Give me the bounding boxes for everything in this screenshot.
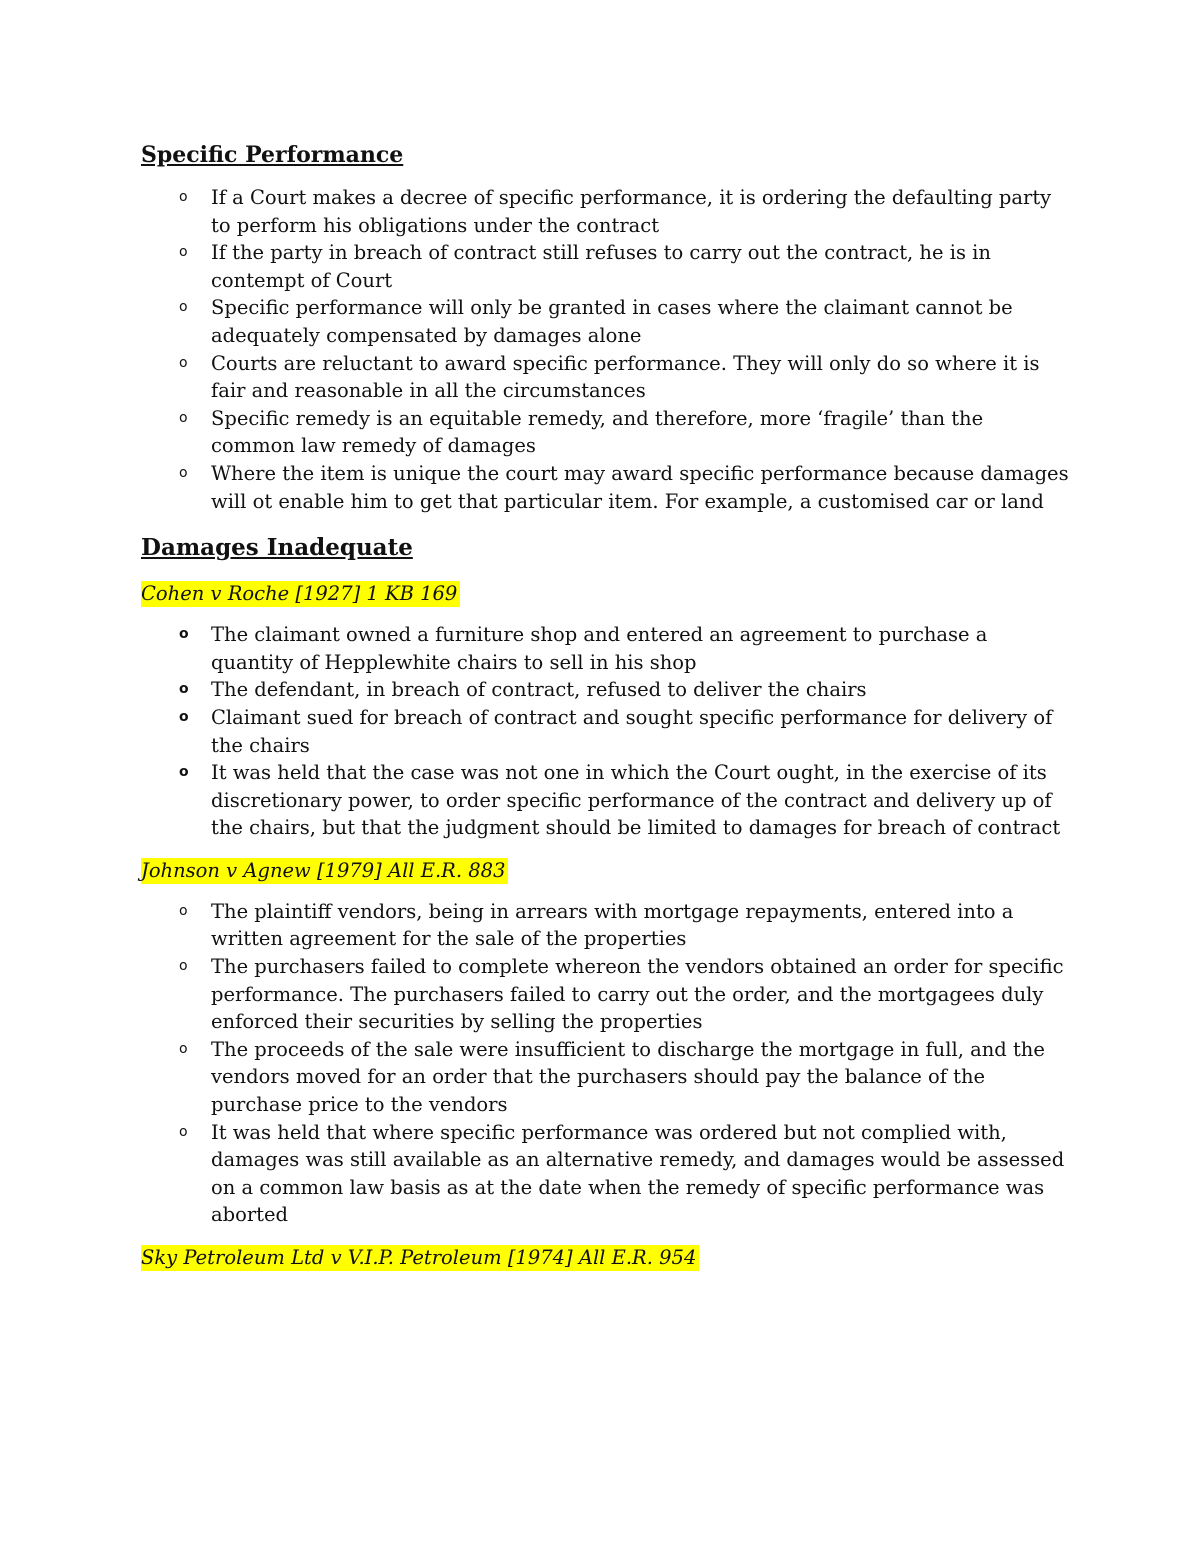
list-item-text: The defendant, in breach of contract, refused to deliver the chairs [211,678,867,702]
heading-specific-performance: Specific Performance [141,142,404,168]
list-item [141,350,1071,405]
list-item-text: If a Court makes a decree of specific performance, it is ordering the defaulting party to perform his obligations under the contract [211,186,1052,237]
bullet-marker: o [179,464,188,481]
bullet-marker: o [179,354,188,371]
list-item-text: Courts are reluctant to award specific performance. They will only do so where it is fair and reasonable in all the circumstances [211,351,1040,403]
list-item [141,239,1071,294]
bullet-marker: o [179,189,188,205]
bullet-marker: o [179,299,188,316]
list-item [141,1036,1071,1119]
list-item [141,1119,1071,1229]
list-item [141,759,1071,842]
list-item [141,460,1071,515]
list-item-text: Where the item is unique the court may award specific performance because damages will ot enable him to get that particular item. For example, a customised car or land [211,461,1069,513]
list-item [141,704,1071,759]
list-item-text: The purchasers failed to complete whereon the vendors obtained an order for specific performance. The purchasers failed to carry out the order, and the mortgagees duly enforced their securities by selling the properties [211,955,1064,1034]
list-item-text: The plaintiff vendors, being in arrears with mortgage repayments, entered into a written agreement for the sale of the properties [211,899,1014,951]
bullet-marker: o [179,708,189,725]
bullet-marker: o [179,626,189,643]
heading-damages-inadequate: Damages Inadequate [141,534,413,562]
list-item-text: The proceeds of the sale were insufficient to discharge the mortgage in full, and the vendors moved for an order that the purchasers should pay the balance of the purchase price to the vendors [211,1037,1045,1117]
bullet-marker: o [179,681,189,698]
johnson-case-list [141,898,1071,1229]
case-title: Cohen v Roche [1927] 1 KB 169 [141,581,460,607]
list-item-text: Specific remedy is an equitable remedy, and therefore, more ‘fragile’ than the common law remedy of damages [211,406,984,458]
case-title: Sky Petroleum Ltd v V.I.P. Petroleum [1974] All E.R. 954 [141,1245,699,1271]
list-item [141,953,1071,1036]
list-item-text: The claimant owned a furniture shop and entered an agreement to purchase a quantity of Hepplewhite chairs to sell in his shop [211,623,988,674]
list-item-text: Specific performance will only be granted in cases where the claimant cannot be adequately compensated by damages alone [211,296,1013,347]
list-item-text: It was held that where specific performance was ordered but not complied with, damages was still available as an alternative remedy, and damages would be assessed on a common law basis as at the date when the remedy of specific performance was aborted [211,1120,1065,1227]
specific-performance-list [141,184,1071,515]
case-title: Johnson v Agnew [1979] All E.R. 883 [141,858,508,884]
list-item-text: If the party in breach of contract still refuses to carry out the contract, he is in contempt of Court [211,241,991,292]
bullet-marker: o [179,244,188,261]
case-block-johnson [141,852,1071,898]
bullet-marker: o [179,1040,188,1057]
list-item [141,676,1071,704]
bullet-marker: o [179,958,188,975]
bullet-marker: o [179,1123,188,1140]
list-item [141,294,1071,349]
list-item [141,184,1071,239]
bullet-marker: o [179,409,188,426]
bullet-marker: o [179,902,188,919]
case-block-sky-petroleum [141,1239,1071,1285]
document-page [141,138,1071,1285]
list-item [141,405,1071,460]
bullet-marker: o [179,764,189,781]
case-block-cohen [141,575,1071,621]
cohen-case-list [141,621,1071,842]
list-item-text: It was held that the case was not one in which the Court ought, in the exercise of its discretionary power, to order specific performance of the contract and delivery up of the chairs, but that the judgment should be limited to damages for breach of contract [211,761,1061,840]
list-item-text: Claimant sued for breach of contract and sought specific performance for delivery of the chairs [211,705,1053,757]
list-item [141,898,1071,953]
list-item [141,621,1071,676]
